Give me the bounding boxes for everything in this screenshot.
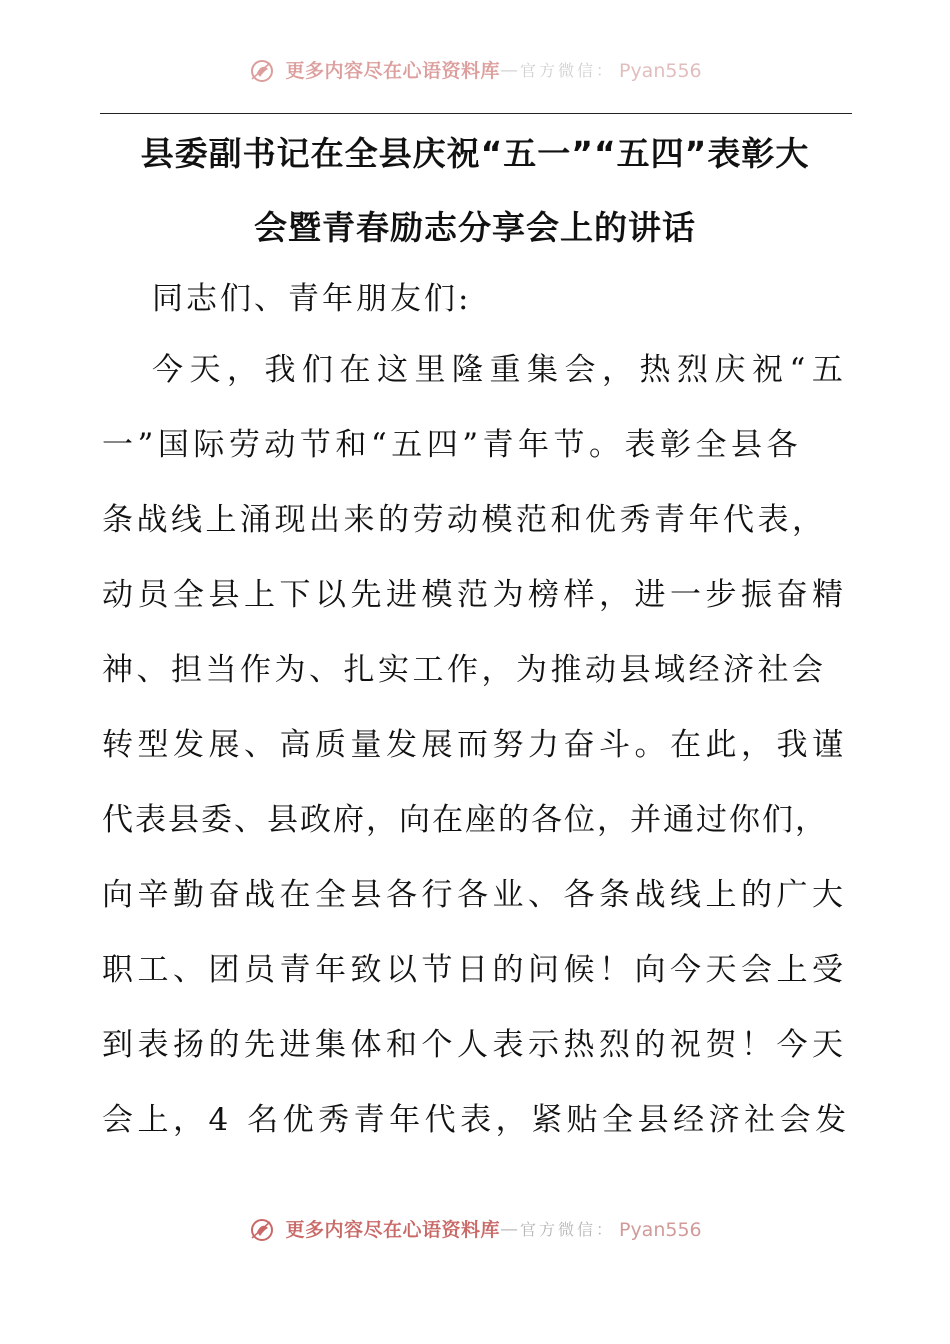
body-text-line: 向辛勤奋战在全县各行各业、各条战线上的广大 [102, 877, 848, 913]
watermark-id: Pyan556 [618, 1218, 702, 1241]
watermark-text: 更多内容尽在心语资料库 [285, 59, 500, 82]
body-text-line: 神、担当作为、扎实工作，为推动县域经济社会 [102, 652, 827, 688]
body-text-line: 职工、团员青年致以节日的问候！向今天会上受 [102, 952, 848, 988]
header-rule [100, 113, 852, 114]
body-text-line: 到表扬的先进集体和个人表示热烈的祝贺！今天 [102, 1027, 848, 1063]
watermark-separator: — [499, 1218, 518, 1240]
body-text-line: 转型发展、高质量发展而努力奋斗。在此，我谨 [102, 727, 848, 763]
body-text-line: 代表县委、县政府，向在座的各位，并通过你们， [102, 802, 828, 838]
watermark-id: Pyan556 [618, 59, 702, 82]
body-text-line: 动员全县上下以先进模范为榜样，进一步振奋精 [102, 577, 848, 613]
footer-watermark [0, 1215, 950, 1243]
watermark-label: 官方微信： [519, 1219, 615, 1239]
document-title-line-2: 会暨青春励志分享会上的讲话 [254, 208, 696, 247]
header-watermark [0, 56, 950, 84]
watermark-label: 官方微信： [519, 60, 615, 80]
document-title-line-1: 县委副书记在全县庆祝“五一”“五四”表彰大 [140, 134, 810, 173]
brand-logo-icon [248, 1216, 276, 1244]
brand-logo-icon [248, 57, 276, 85]
salutation: 同志们、青年朋友们: [152, 281, 472, 317]
body-text-line: 条战线上涌现出来的劳动模范和优秀青年代表， [102, 502, 827, 538]
body-text-line: 一”国际劳动节和“五四”青年节。表彰全县各 [102, 427, 803, 463]
watermark-separator: — [499, 59, 518, 81]
body-text-line: 今天，我们在这里隆重集会，热烈庆祝“五 [152, 352, 850, 388]
watermark-text: 更多内容尽在心语资料库 [285, 1218, 500, 1241]
body-text-line: 会上，4 名优秀青年代表，紧贴全县经济社会发 [102, 1102, 851, 1138]
